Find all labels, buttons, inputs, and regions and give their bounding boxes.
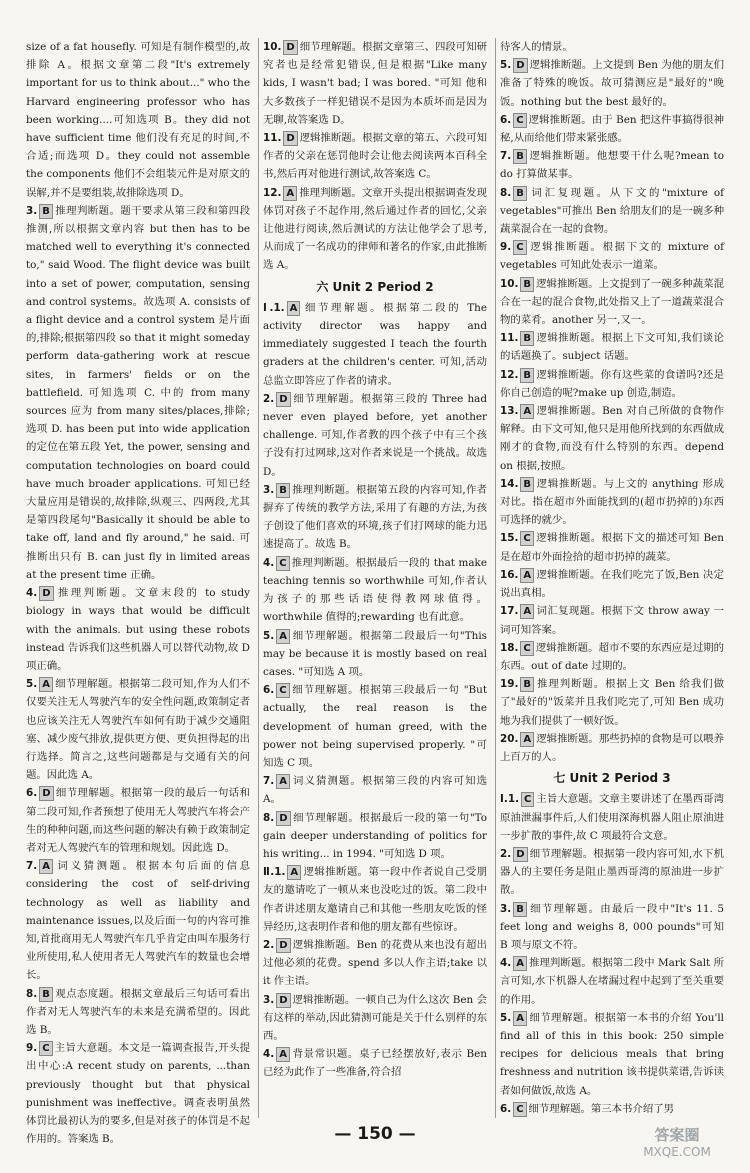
explanation-text: 推理判断题。根据上文 Ben 给我们做了"最好的"饭菜并且我们吃完了,可知 Ben 成功地为我们提供了一顿好饭。	[500, 678, 724, 727]
answer-item	[500, 329, 724, 365]
answer-item	[263, 772, 487, 808]
item-number: 4.	[263, 1048, 275, 1061]
answer-item	[500, 845, 724, 900]
answer-letter-box: B	[513, 149, 527, 164]
explanation-text: 逻辑推断题。根据下文的描述可知 Ben 是在超市外面捡拾的超市扔掉的蔬菜。	[500, 532, 724, 563]
item-number: 5.	[26, 678, 38, 691]
explanation-text: 细节理解题。根据文章第三、四段可知研究者也是经常犯错误,但是根据"Like many kids, I wasn't bad; I was bored. "可知 他和大多数孩子一样犯错误不是因为本质坏而是因为无聊,故答案选 D。	[263, 41, 487, 126]
answer-letter-box: C	[39, 1041, 52, 1056]
answer-item	[263, 299, 487, 390]
explanation-text: 逻辑推断题。根据上下文可知,我们谈论的话题换了。subject 话题。	[500, 332, 724, 363]
answer-letter-box: A	[520, 604, 534, 619]
answer-item	[500, 790, 724, 845]
answer-letter-box: D	[39, 586, 53, 601]
explanation-text: 背景常识题。桌子已经摆放好,表示 Ben 已经为此作了一些准备,符合招	[263, 1048, 487, 1079]
answer-letter-box: D	[276, 938, 290, 953]
explanation-text: 逻辑推断题。在我们吃完了饭,Ben 决定说出真相。	[500, 568, 724, 600]
answer-item	[500, 275, 724, 330]
answer-letter-box: D	[283, 40, 297, 55]
answer-letter-box: A	[513, 1011, 527, 1026]
item-number: 4.	[500, 957, 512, 970]
answer-item	[263, 481, 487, 554]
explanation-text: 逻辑推断题。第一段中作者说自己受朋友的邀请吃了一顿从来也没吃过的饭。第二段中作者讲述朋友邀请自己和其他一些朋友吃饭的怪异经历,这表明作者和他的朋友都有些惊讶。	[263, 866, 488, 933]
item-number: 3.	[500, 902, 512, 915]
explanation-text: 主旨大意题。本文是一篇调查报告,开头提出中心:A recent study on parents, ...than previously thought but that physical punishment was ineffective。调查表明虽然体罚比最初认为的要多,但是对孩子的体罚是不起作用的。答案选 B。	[26, 1042, 250, 1146]
answer-item	[500, 111, 724, 147]
answer-letter-box: D	[276, 392, 290, 407]
explanation-text: 细节理解题。根据第三段的 Three had never even played before, yet another challenge. 可知,作者教的四个孩子中有三个孩子没有打过网球,这对作者来说是一个挑战。故选 D。	[263, 392, 487, 478]
item-number: 12.	[263, 186, 282, 199]
answer-item	[263, 38, 487, 129]
answer-item	[263, 184, 487, 275]
answer-item	[263, 681, 487, 772]
answer-letter-box: A	[287, 301, 301, 316]
item-number: Ⅱ.1.	[263, 866, 286, 879]
item-number: 6.	[500, 1102, 512, 1115]
answer-item	[26, 784, 250, 857]
explanation-text: 细节理解题。根据第一段内容可知,水下机器人的主要任务是阻止墨西哥湾的原油进一步扩散。	[500, 847, 724, 897]
item-number: 7.	[500, 150, 512, 163]
item-number: 7.	[263, 775, 275, 788]
answer-letter-box: B	[520, 368, 534, 383]
explanation-text: 逻辑推断题。根据下文的 mixture of vegetables 可知此处表示一道菜。	[500, 241, 724, 272]
item-number: 6.	[263, 684, 275, 697]
item-number: 3.	[263, 483, 275, 496]
item-number: 15.	[500, 532, 519, 545]
answer-item	[26, 857, 250, 984]
explanation-text: 词义猜测题。根据第三段的内容可知选 A。	[263, 775, 487, 806]
answer-letter-box: A	[276, 1047, 290, 1062]
answer-item	[500, 1009, 724, 1100]
answer-letter-box: B	[520, 677, 534, 692]
item-number: 10.	[263, 41, 282, 53]
answer-item	[500, 147, 724, 183]
answer-item	[500, 1100, 724, 1118]
answer-item	[500, 675, 724, 730]
answer-item	[263, 809, 487, 864]
answer-letter-box: B	[520, 277, 534, 292]
answer-item	[500, 475, 724, 530]
answer-item	[500, 900, 724, 955]
explanation-text: 逻辑推断题。与上文的 anything 形成对比。指在超市外面能找到的(超市扔掉的)东西可选择的就少。	[500, 477, 724, 527]
answer-item	[263, 129, 487, 184]
explanation-text: 逻辑推断题。Ben 的花费从来也没有超出过他必须的花费。spend 多以人作主语;take 以 it 作主语。	[263, 938, 487, 988]
item-number: 8.	[263, 811, 275, 824]
answer-item	[500, 730, 724, 766]
explanation-text: 逻辑推断题。你有这些菜的食谱吗?还是你自己创造的呢?make up 创造,制造。	[500, 368, 724, 399]
column-right	[495, 38, 732, 1118]
item-number: 11.	[263, 132, 282, 145]
explanation-text: 细节理解题。根据第一段的最后一句话和第二段可知,作者预想了使用无人驾驶汽车将会产生的种种问题,而这些问题的解决有赖于政策制定者对无人驾驶汽车的管理和规划。因此选 D。	[26, 787, 250, 854]
watermark-logo	[622, 1123, 732, 1161]
answer-item	[500, 238, 724, 274]
answer-letter-box: B	[39, 987, 53, 1002]
explanation-text: 逻辑推断题。根据文章的第五、六段可知作者的父亲在惩罚他时会让他去阅读两本百科全书,然后再对他进行测试,故答案选 C。	[263, 132, 487, 181]
answer-letter-box: C	[276, 683, 289, 698]
explanation-text: 推理判断题。题干要求从第三段和第四段推测,所以根据文章内容 but then has to be matched well to everything it's connected to," said Wood. The flight device was built into a set of power, computation, sensing and control systems。故选项 A. consists of a flight device and a control system 是片面的,排除;根据第四段 so that it might someday perform data-gathering work at rescue sites, in farmers' fields or on the battlefield. 可知选项 C. 中的 from many sources 应为 from many sites/places,排除;选项 D. has been put into wide application 的定位在第五段 Yet, the power, sensing and computation technologies on board could have much broader applications. 可知已经大量应用是错误的,故排除,纵观三、四两段,尤其是第四段尾句"Basically it should be able to take off, land and fly around," he said. 可推断出只有 B. can just fly in limited areas at the present time 正确。	[26, 204, 250, 581]
explanation-text: 逻辑推断题。那些扔掉的食物是可以喂养上百万的人。	[500, 732, 724, 763]
item-number: 19.	[500, 678, 519, 691]
item-number: 4.	[263, 556, 275, 569]
answer-item	[500, 38, 724, 56]
answer-item	[26, 584, 250, 675]
item-number: 20.	[500, 732, 519, 745]
watermark-top: 答案圈	[654, 1126, 700, 1144]
explanation-text: 逻辑推断题。一顿自己为什么这次 Ben 会有这样的举动,因此猜测可能是关于什么别样的东西。	[263, 993, 487, 1042]
answer-item	[500, 366, 724, 402]
item-number: 3.	[263, 993, 275, 1006]
explanation-text: 细节理解题。根据第二段的 The activity director was happy and immediately suggested I teach the fourth graders at the children's center. 可知,活动总监立即答应了作者的请求。	[263, 301, 487, 387]
answer-item	[26, 202, 250, 584]
explanation-text: 推理判断题。根据最后一段的 that make teaching tennis so worthwhile 可知,作者认为孩子的那些话语使得教网球值得。worthwhile 值得的;rewarding 也有此意。	[263, 556, 487, 624]
item-number: 8.	[500, 186, 512, 199]
answer-letter-box: C	[513, 240, 526, 255]
answer-item	[26, 985, 250, 1040]
explanation-text: 细节理解题。根据第二段可知,作为人们不仅要关注无人驾驶汽车的安全性问题,政策制定者也应该关注无人驾驶汽车如何有助于减少交通阻塞、减少废气排放,提供更方便、更负担得起的出行选择。简言之,这些问题都是与交通有关的问题。因此选 A。	[26, 678, 250, 782]
answer-item	[500, 566, 724, 602]
answer-letter-box: C	[513, 1102, 526, 1117]
page-number: — 150 —	[334, 1124, 416, 1144]
explanation-text: 细节理解题。根据第二段最后一句"This may be because it is mostly based on real cases. "可知选 A 项。	[263, 629, 487, 678]
answer-item	[263, 863, 487, 936]
answer-letter-box: D	[276, 993, 290, 1008]
explanation-text: 逻辑推断题。Ben 对自己所做的食物作解释。由下文可知,他只是用他所找到的东西做成刚才的食物,而没有什么特别的东西。depend on 根据,按照。	[500, 405, 724, 472]
explanation-text: 细节理解题。根据第三段最后一句 "But actually, the real reason is the development of human greed, with the power not being supervised properly. "可知选 C 项。	[263, 684, 487, 769]
answer-letter-box: C	[276, 556, 289, 571]
answer-letter-box: A	[520, 404, 534, 419]
answer-letter-box: A	[39, 859, 53, 874]
answer-letter-box: B	[520, 331, 534, 346]
item-number: 2.	[263, 392, 275, 405]
answer-item	[263, 390, 487, 481]
answer-item	[500, 184, 724, 239]
explanation-text: 主旨大意题。文章主要讲述了在墨西哥湾原油泄漏事件后,人们使用深海机器人阻止原油进一步扩散的事件,故 C 项最符合文意。	[500, 793, 724, 842]
answer-letter-box: C	[513, 113, 526, 128]
answer-letter-box: B	[39, 204, 53, 219]
item-number: 11.	[500, 332, 519, 345]
item-number: 18.	[500, 641, 519, 654]
answer-item	[500, 529, 724, 565]
answer-item	[263, 991, 487, 1046]
explanation-text: 推理判断题。根据第二段中 Mark Salt 所言可知,水下机器人在堵漏过程中起到了至关重要的作用。	[500, 957, 724, 1006]
answer-letter-box: C	[520, 531, 533, 546]
explanation-text: 待客人的情景。	[500, 41, 573, 53]
answer-item	[500, 602, 724, 638]
answer-letter-box: A	[39, 677, 53, 692]
answer-letter-box: D	[513, 58, 527, 73]
item-number: 8.	[26, 987, 38, 1000]
column-middle	[258, 38, 495, 1118]
item-number: 2.	[263, 938, 275, 951]
item-number: 9.	[26, 1042, 38, 1055]
item-number: 7.	[26, 860, 38, 873]
answer-item	[263, 554, 487, 627]
answer-item	[500, 639, 724, 675]
item-number: 4.	[26, 587, 38, 600]
explanation-text: 词汇复现题。从下文的"mixture of vegetables"可推出 Ben 给朋友们的是一碗多种蔬菜混合在一起的食物。	[500, 186, 724, 236]
answer-letter-box: A	[513, 956, 527, 971]
answer-letter-box: A	[276, 774, 290, 789]
answer-letter-box: B	[520, 477, 534, 492]
explanation-text: 词汇复现题。根据下文 throw away 一词可知答案。	[500, 605, 724, 636]
item-number: 12.	[500, 368, 519, 381]
item-number: 5.	[500, 1011, 512, 1024]
item-number: 2.	[500, 847, 512, 860]
answer-item	[263, 1045, 487, 1081]
item-number: 13.	[500, 405, 519, 418]
item-number: Ⅰ.1.	[263, 301, 285, 314]
explanation-text: 逻辑推断题。由于 Ben 把这件事搞得很神秘,从而给他们带来紧张感。	[500, 113, 724, 145]
explanation-text: 细节理解题。根据最后一段的第一句"To gain deeper understanding of politics for his writing... in 1994. "可知选 D 项。	[263, 811, 487, 860]
explanation-text: 逻辑推断题。上文提到 Ben 为他的朋友们准备了特殊的晚饭。故可猜测应是"最好的"晚饭。nothing but the best 最好的。	[500, 59, 724, 108]
answer-item	[263, 627, 487, 682]
answer-letter-box: A	[287, 865, 301, 880]
answer-item	[263, 936, 487, 991]
explanation-text: 逻辑推断题。上文提到了一碗多种蔬菜混合在一起的混合食物,此处指又上了一道蔬菜混合物的菜肴。another 另一,又一。	[500, 277, 724, 327]
item-number: 9.	[500, 241, 512, 254]
answer-item	[26, 38, 250, 202]
answer-letter-box: A	[520, 568, 534, 583]
explanation-text: size of a fat housefly. 可知是有制作模型的,故排除 A。根据文章第二段"It's extremely important for us to think about..." who the Harvard engineering professor who has been working....可知选项 B。they did not have sufficient time 他们没有充足的时间,不合适;而选项 D。they could not assemble the components 他们不会组装元件是对原文的误解,并不是要组装,故排除选项 D。	[26, 41, 250, 199]
item-number: Ⅰ.1.	[500, 793, 520, 806]
item-number: 16.	[500, 568, 519, 581]
item-number: 5.	[263, 629, 275, 642]
answer-letter-box: A	[276, 629, 290, 644]
explanation-text: 推理判断题。文章开头提出根据调查发现体罚对孩子不起作用,然后通过作者的回忆,父亲让他进行阅读,然后测试的方法让他学会了思考,从而成了一名成功的律师和著名的作家,由此推断选 A。	[263, 186, 487, 272]
item-number: 3.	[26, 204, 38, 217]
item-number: 6.	[500, 113, 512, 126]
section-heading: 六 Unit 2 Period 2	[316, 279, 434, 294]
answer-letter-box: A	[283, 186, 297, 201]
answer-letter-box: C	[521, 792, 534, 807]
answer-letter-box: D	[513, 847, 527, 862]
answer-letter-box: D	[276, 811, 290, 826]
item-number: 14.	[500, 477, 519, 490]
item-number: 5.	[500, 59, 512, 72]
explanation-text: 细节理解题。根据第一本书的介绍 You'll find all of this in this book: 250 simple recipes for delicious meals that bring freshness and nutrition 该书提供菜谱,告诉读者如何做饭,故选 A。	[500, 1011, 724, 1097]
item-number: 17.	[500, 605, 519, 618]
answer-letter-box: D	[39, 786, 53, 801]
section-heading: 七 Unit 2 Period 3	[553, 771, 671, 786]
answer-item	[500, 954, 724, 1009]
explanation-text: 逻辑推断题。超市不要的东西应是过期的东西。out of date 过期的。	[500, 641, 724, 672]
answer-letter-box: B	[513, 186, 527, 201]
explanation-text: 细节理解题。由最后一段中"It's 11. 5 feet long and weighs 8, 000 pounds"可知 B 项与原文不符。	[500, 902, 724, 951]
item-number: 10.	[500, 277, 519, 290]
explanation-text: 推理判断题。根据第五段的内容可知,作者摒弃了传统的教学方法,采用了有趣的方法,为孩子创设了他们喜欢的环境,孩子们打网球的能力迅速提高了。故选 B。	[263, 483, 487, 551]
watermark-bottom: MXQE.COM	[643, 1145, 711, 1159]
answer-letter-box: D	[283, 131, 297, 146]
column-left	[22, 38, 258, 1146]
explanation-text: 词义猜测题。根据本句后面的信息 considering the cost of self-driving technology as well as liability and maintenance issues,以及后面一句的内容可推知,首批商用无人驾驶汽车几乎肯定由叫车服务行业所使用,私人使用者无人驾驶汽车的数量也会增长。	[26, 860, 250, 982]
answer-letter-box: B	[276, 483, 290, 498]
answer-item	[26, 675, 250, 784]
explanation-text: 推理判断题。文章末段的 to study biology in ways that would be difficult with the animals. but using these robots instead 告诉我们这些机器人可以替代动物,故 D 项正确。	[26, 587, 250, 672]
answer-letter-box: C	[520, 641, 533, 656]
explanation-text: 观点态度题。根据文章最后三句话可看出作者对无人驾驶汽车的未来是充满希望的。因此选 B。	[26, 987, 250, 1036]
answer-item	[500, 402, 724, 475]
explanation-text: 逻辑推断题。他想要干什么呢?mean to do 打算做某事。	[500, 150, 724, 181]
answer-letter-box: A	[520, 732, 534, 747]
explanation-text: 细节理解题。第三本书介绍了男	[528, 1102, 674, 1115]
answer-letter-box: B	[513, 902, 527, 917]
item-number: 6.	[26, 787, 38, 800]
answer-item	[500, 56, 724, 111]
